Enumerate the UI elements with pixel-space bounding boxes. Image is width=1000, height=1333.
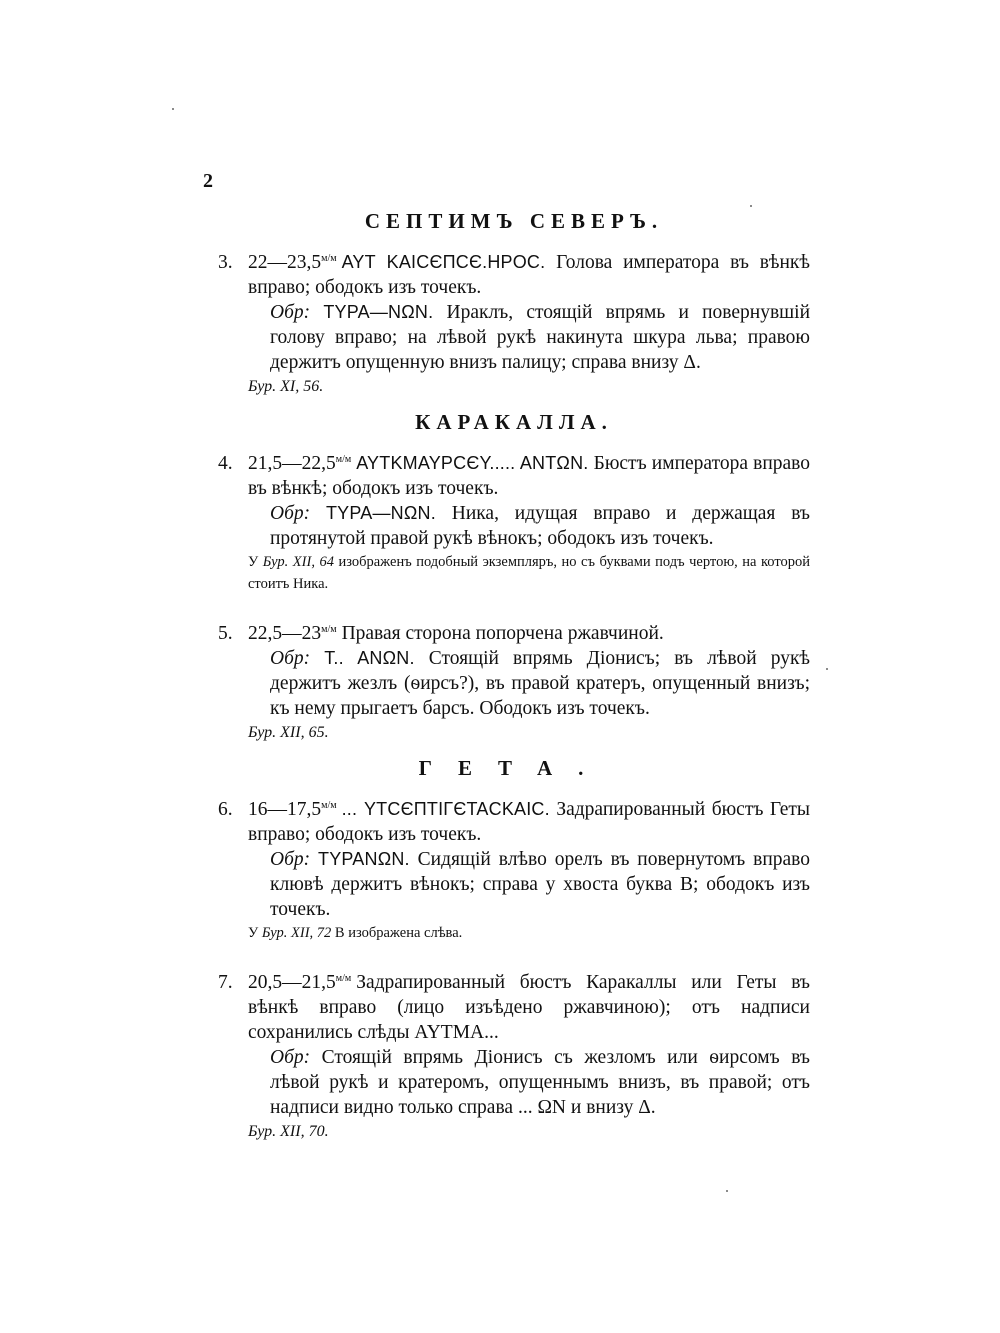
obverse-description: Задрапированный бюстъ Геты вправо; ободокъ изъ точекъ. bbox=[248, 799, 810, 845]
size-unit: м/м bbox=[335, 454, 352, 465]
entry-number: 7. bbox=[218, 972, 233, 993]
reverse-legend: TYPANΩN. bbox=[318, 849, 410, 869]
size-unit: м/м bbox=[335, 973, 352, 984]
note-text: B изображена слѣва. bbox=[334, 925, 463, 941]
reverse-legend: TYPA—NΩN. bbox=[323, 302, 434, 322]
reverse-label: Обр: bbox=[270, 648, 311, 669]
catalog-entry bbox=[218, 966, 810, 1144]
entry-obverse bbox=[218, 447, 810, 501]
coin-size: 20,5—21,5 bbox=[248, 972, 336, 993]
scan-speck bbox=[726, 1190, 728, 1192]
entry-reverse bbox=[218, 847, 810, 922]
page-number: 2 bbox=[203, 170, 213, 192]
entry-obverse bbox=[218, 793, 810, 847]
note-prefix: У bbox=[248, 925, 259, 941]
entry-obverse bbox=[218, 966, 810, 1045]
catalog-entry bbox=[218, 793, 810, 944]
obverse-description: Задрапированный бюстъ Каракаллы или Геты въ вѣнкѣ вправо (лицо изъѣдено ржавчиною); отъ надписи сохранились слѣды AYTMA... bbox=[248, 972, 810, 1043]
entry-note bbox=[218, 551, 810, 595]
catalog-entry bbox=[218, 447, 810, 595]
entry-number: 5. bbox=[218, 623, 233, 644]
section-title: КАРАКАЛЛА. bbox=[415, 410, 613, 434]
entry-note bbox=[218, 922, 810, 944]
reverse-label: Обр: bbox=[270, 503, 311, 524]
reverse-description: Стоящiй впрямь Дiонисъ съ жезломъ или ѳирсомъ въ лѣвой рукѣ и кратеромъ, опущеннымъ внизъ, въ правой; отъ надписи видно только справа ... ΩN и внизу Δ. bbox=[270, 1047, 810, 1118]
entry-number: 4. bbox=[218, 453, 233, 474]
entry-reverse bbox=[218, 300, 810, 375]
size-unit: м/м bbox=[321, 624, 337, 635]
bibliographic-reference: Бур. XII, 65. bbox=[248, 724, 329, 741]
reverse-description: Ника, идущая вправо и держащая въ протянутой правой рукѣ вѣнокъ; ободокъ изъ точекъ. bbox=[270, 503, 811, 549]
obverse-description: Голова императора въ вѣнкѣ вправо; ободокъ изъ точекъ. bbox=[248, 252, 810, 298]
catalog-content bbox=[218, 208, 810, 1154]
entry-number: 3. bbox=[218, 252, 233, 273]
scan-speck bbox=[750, 205, 752, 207]
reverse-legend: T.. ANΩN. bbox=[324, 648, 415, 668]
bibliographic-reference: Бур. XII, 70. bbox=[248, 1123, 329, 1140]
coin-size: 22,5—23 bbox=[248, 623, 322, 644]
note-reference: Бур. XII, 64 bbox=[262, 554, 334, 570]
reverse-description: Ираклъ, стоящiй впрямь и повернувшiй голову вправо; на лѣвой рукѣ накинута шкура льва; правою держитъ опущенную внизъ палицу; справа внизу Δ. bbox=[270, 302, 811, 373]
obverse-legend: ... YTCЄΠTIΓЄTACKAIC. bbox=[341, 799, 550, 819]
obverse-description: Правая сторона попорчена ржавчиной. bbox=[341, 623, 664, 644]
entry-reverse bbox=[218, 501, 810, 551]
catalog-entry bbox=[218, 246, 810, 399]
entry-number: 6. bbox=[218, 799, 233, 820]
reverse-description: Стоящiй впрямь Дiонисъ; въ лѣвой рукѣ держитъ жезлъ (ѳирсъ?), въ правой кратеръ, опущенный внизъ; къ нему прыгаетъ барсъ. Ободокъ изъ точекъ. bbox=[270, 648, 811, 719]
entry-reverse bbox=[218, 1045, 810, 1120]
entry-reverse bbox=[218, 646, 810, 721]
entry-obverse bbox=[218, 617, 810, 646]
coin-size: 16—17,5 bbox=[248, 799, 322, 820]
bibliographic-reference: Бур. XI, 56. bbox=[248, 378, 324, 395]
coin-size: 22—23,5 bbox=[248, 252, 322, 273]
reverse-label: Обр: bbox=[270, 849, 311, 870]
scan-speck bbox=[826, 668, 828, 670]
scan-speck bbox=[172, 108, 174, 110]
section-title: СЕПТИМЪ СЕВЕРЪ. bbox=[364, 209, 664, 233]
entry-obverse bbox=[218, 246, 810, 300]
obverse-description: Бюстъ императора вправо въ вѣнкѣ; ободокъ изъ точекъ. bbox=[248, 453, 810, 499]
note-reference: Бур. XII, 72 bbox=[261, 925, 332, 941]
note-text: изображенъ подобный экземпляръ, но съ буквами подъ чертою, на которой стоитъ Ника. bbox=[248, 554, 811, 592]
section-title: ГЕТА. bbox=[418, 756, 610, 780]
obverse-legend: AYT KAICЄΠCЄ.HPOC. bbox=[341, 252, 546, 272]
size-unit: м/м bbox=[321, 800, 337, 811]
catalog-entry bbox=[218, 617, 810, 745]
reverse-label: Обр: bbox=[270, 302, 311, 323]
coin-size: 21,5—22,5 bbox=[248, 453, 336, 474]
reverse-legend: TYPA—NΩN. bbox=[325, 503, 436, 523]
obverse-legend: AYTKMAYPCЄY..... ANTΩN. bbox=[356, 453, 589, 473]
reverse-label: Обр: bbox=[270, 1047, 311, 1068]
reverse-description: Сидящiй влѣво орелъ въ повернутомъ вправо клювѣ держитъ вѣнокъ; справа у хвоста буква B; ободокъ изъ точекъ. bbox=[270, 849, 810, 920]
note-prefix: У bbox=[248, 554, 259, 570]
size-unit: м/м bbox=[321, 253, 337, 264]
